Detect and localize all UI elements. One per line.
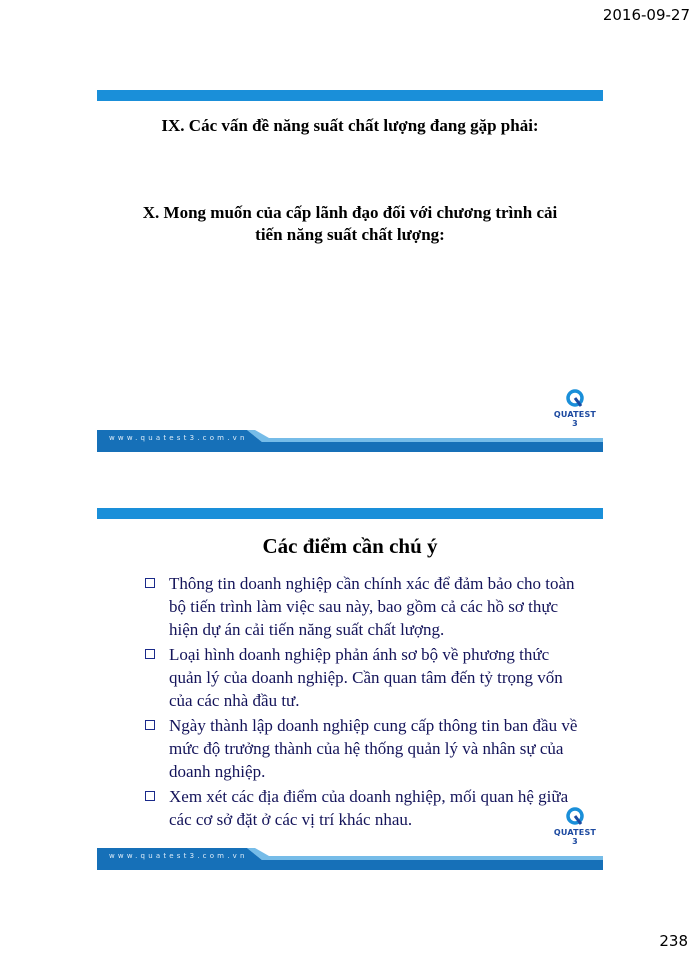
list-item [145, 572, 585, 641]
quatest-logo-icon [566, 807, 584, 827]
slide-title: Các điểm cần chú ý [262, 534, 438, 558]
document-date: 2016-09-27 [602, 6, 690, 24]
list-item-text: Loại hình doanh nghiệp phản ánh sơ bộ về phương thức quản lý của doanh nghiệp. Cần quan tâm đến tỷ trọng vốn của các nhà đầu tư. [169, 645, 563, 710]
section-heading-ix: IX. Các vấn đề năng suất chất lượng đang gặp phải: [161, 116, 539, 135]
square-bullet-icon [145, 791, 155, 801]
slide-top-bar [97, 90, 603, 101]
logo-text: QUATEST 3 [553, 828, 597, 846]
footer-url[interactable]: www.quatest3.com.vn [109, 434, 248, 442]
logo-text: QUATEST 3 [553, 410, 597, 428]
section-heading-x: X. Mong muốn của cấp lãnh đạo đối với chương trình cải tiến năng suất chất lượng: [142, 203, 558, 244]
quatest-logo [553, 807, 597, 846]
slide-footer [97, 430, 603, 452]
list-item-text: Ngày thành lập doanh nghiệp cung cấp thông tin ban đầu về mức độ trưởng thành của hệ thống quản lý và nhân sự của doanh nghiệp. [169, 716, 578, 781]
list-item [145, 643, 585, 712]
square-bullet-icon [145, 578, 155, 588]
list-item-text: Thông tin doanh nghiệp cần chính xác để đảm bảo cho toàn bộ tiến trình làm việc sau này, bao gồm cả các hồ sơ thực hiện dự án cải tiến năng suất chất lượng. [169, 574, 575, 639]
slide-2 [97, 508, 603, 870]
bullet-list [145, 572, 585, 833]
slide-footer [97, 848, 603, 870]
page-number: 238 [659, 932, 688, 950]
footer-url[interactable]: www.quatest3.com.vn [109, 852, 248, 860]
square-bullet-icon [145, 649, 155, 659]
square-bullet-icon [145, 720, 155, 730]
list-item [145, 714, 585, 783]
quatest-logo [553, 389, 597, 428]
list-item [145, 785, 585, 831]
quatest-logo-icon [566, 389, 584, 409]
slide-top-bar [97, 508, 603, 519]
slide-1 [97, 90, 603, 452]
list-item-text: Xem xét các địa điểm của doanh nghiệp, mối quan hệ giữa các cơ sở đặt ở các vị trí khác nhau. [169, 787, 569, 829]
